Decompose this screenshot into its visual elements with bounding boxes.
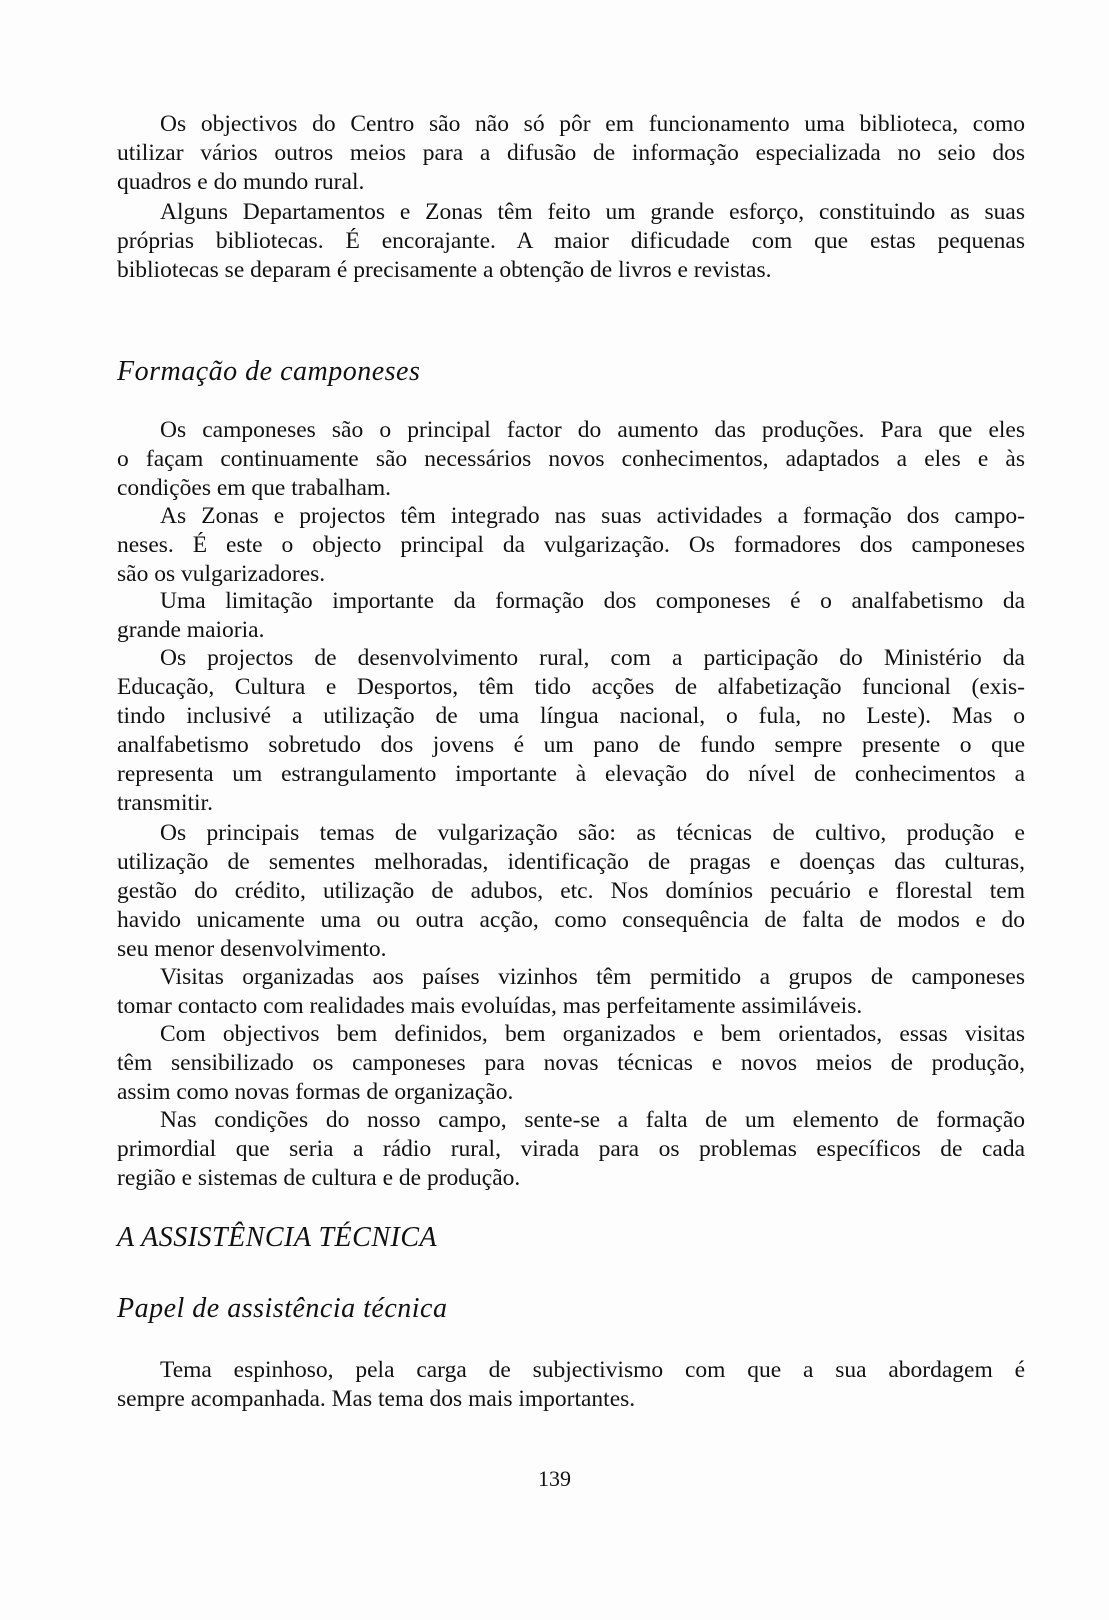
section-heading: A ASSISTÊNCIA TÉCNICA: [117, 1222, 438, 1253]
paragraph-line: assim como novas formas de organização.: [117, 1079, 514, 1105]
paragraph-line: havido unicamente uma ou outra acção, como consequência de falta de modos e do: [117, 907, 1025, 933]
paragraph-line: Uma limitação importante da formação dos componeses é o analfabetismo da: [160, 588, 1025, 614]
paragraph-line: o façam continuamente são necessários novos conhecimentos, adaptados a eles e às: [117, 446, 1025, 472]
paragraph-line: sempre acompanhada. Mas tema dos mais importantes.: [117, 1386, 636, 1412]
paragraph-line: Visitas organizadas aos países vizinhos têm permitido a grupos de camponeses: [160, 964, 1025, 990]
paragraph-line: seu menor desenvolvimento.: [117, 936, 387, 962]
paragraph-line: gestão do crédito, utilização de adubos, etc. Nos domínios pecuário e florestal tem: [117, 878, 1025, 904]
paragraph-line: Nas condições do nosso campo, sente-se a falta de um elemento de formação: [160, 1107, 1025, 1133]
paragraph-line: primordial que seria a rádio rural, virada para os problemas específicos de cada: [117, 1136, 1025, 1162]
paragraph-line: utilizar vários outros meios para a difusão de informação especializada no seio dos: [117, 140, 1025, 166]
paragraph-line: tindo inclusivé a utilização de uma língua nacional, o fula, no Leste). Mas o: [117, 703, 1025, 729]
paragraph-line: As Zonas e projectos têm integrado nas suas actividades a formação dos campo-: [160, 503, 1025, 529]
paragraph-line: Tema espinhoso, pela carga de subjectivismo com que a sua abordagem é: [160, 1357, 1025, 1383]
paragraph-line: Educação, Cultura e Desportos, têm tido acções de alfabetização funcional (exis-: [117, 674, 1025, 700]
paragraph-line: têm sensibilizado os camponeses para novas técnicas e novos meios de produção,: [117, 1050, 1025, 1076]
paragraph-line: bibliotecas se deparam é precisamente a obtenção de livros e revistas.: [117, 257, 772, 283]
paragraph-line: Com objectivos bem definidos, bem organizados e bem orientados, essas visitas: [160, 1021, 1025, 1047]
paragraph-line: neses. É este o objecto principal da vulgarização. Os formadores dos camponeses: [117, 532, 1025, 558]
section-heading: Papel de assistência técnica: [117, 1293, 448, 1324]
paragraph-line: Alguns Departamentos e Zonas têm feito um grande esforço, constituindo as suas: [160, 199, 1025, 225]
paragraph-line: tomar contacto com realidades mais evoluídas, mas perfeitamente assimiláveis.: [117, 993, 863, 1019]
paragraph-line: transmitir.: [117, 790, 213, 816]
paragraph-line: analfabetismo sobretudo dos jovens é um pano de fundo sempre presente o que: [117, 732, 1025, 758]
paragraph-line: Os objectivos do Centro são não só pôr em funcionamento uma biblioteca, como: [160, 111, 1025, 137]
section-heading: Formação de camponeses: [117, 356, 421, 387]
paragraph-line: Os camponeses são o principal factor do aumento das produções. Para que eles: [160, 417, 1025, 443]
paragraph-line: utilização de sementes melhoradas, identificação de pragas e doenças das culturas,: [117, 849, 1025, 875]
paragraph-line: Os projectos de desenvolvimento rural, com a participação do Ministério da: [160, 645, 1025, 671]
paragraph-line: próprias bibliotecas. É encorajante. A maior dificudade com que estas pequenas: [117, 228, 1025, 254]
paragraph-line: grande maioria.: [117, 617, 265, 643]
paragraph-line: região e sistemas de cultura e de produção.: [117, 1165, 521, 1191]
paragraph-line: condições em que trabalham.: [117, 475, 392, 501]
page-number: 139: [538, 1466, 571, 1491]
paragraph-line: são os vulgarizadores.: [117, 561, 326, 587]
paragraph-line: quadros e do mundo rural.: [117, 169, 365, 195]
paragraph-line: Os principais temas de vulgarização são: as técnicas de cultivo, produção e: [160, 820, 1025, 846]
paragraph-line: representa um estrangulamento importante à elevação do nível de conhecimentos a: [117, 761, 1025, 787]
